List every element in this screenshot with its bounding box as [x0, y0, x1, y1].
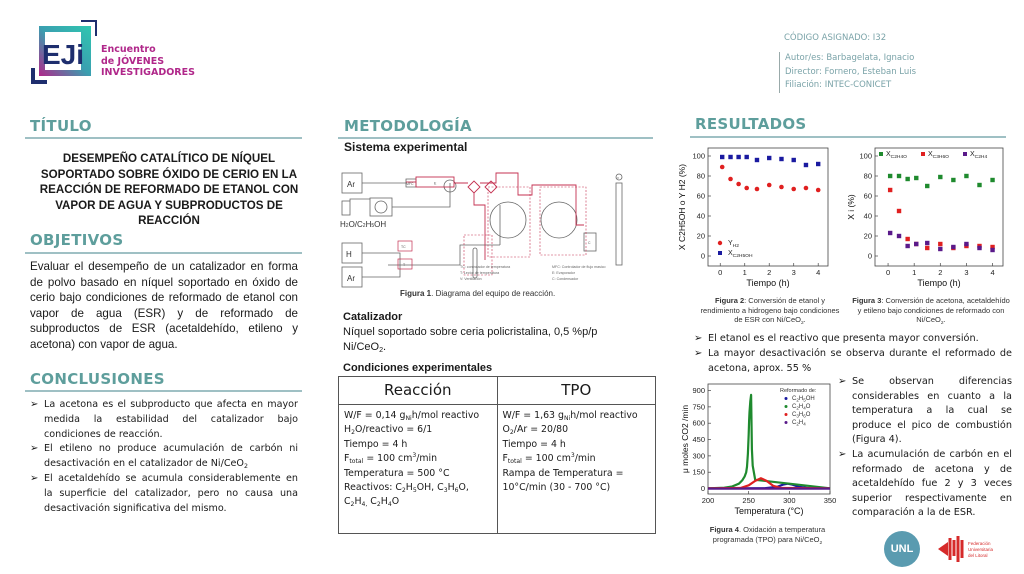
x-axis-label: Temperatura (°C): [734, 506, 804, 516]
y-tick-label: 0: [700, 484, 705, 494]
series-line: [708, 395, 830, 488]
figure4-caption: Figura 4. Oxidación a temperatura programada (TPO) para Ni/CeO$_2$: [709, 525, 826, 546]
data-point: [792, 158, 796, 162]
x-tick-label: 3: [964, 268, 969, 277]
unl-logo: UNL: [884, 531, 920, 567]
data-point: [888, 231, 892, 235]
legend-label: $X_{C2H4O}$: [886, 151, 907, 160]
poster-title: DESEMPEÑO CATALÍTICO DE NÍQUEL SOPORTADO SOBRE ÓXIDO DE CERIO EN LA REACCIÓN DE REFORMADO DE ETANOL CON VAPOR DE AGUA Y SUBPRODUCTOS DE REACCIÓN: [39, 152, 299, 227]
y-tick-label: 600: [692, 418, 705, 428]
svg-text:Federación: Federación: [968, 541, 991, 546]
legend-marker: [785, 413, 788, 416]
figure2-caption: Figura 2: Conversión de etanol y rendimiento a hidrogeno bajo condiciones de ESR con Ni/CeO$_2$.: [700, 296, 840, 326]
h2-cylinder: [342, 243, 362, 263]
diagram-legend-item: MFC: Controlador de flujo masico: [552, 265, 606, 269]
resultados-rule: [690, 136, 1006, 138]
data-point: [720, 155, 724, 159]
data-point: [951, 178, 955, 182]
legend-marker: [718, 251, 722, 255]
table-cell-tpo: W/F = 1,63 $g_{Ni}h$/mol reactivo $O_2/Ar = 20/80$ Tiempo = 4 h $F_{total} = 100$ $cm^3/\min$ Rampa de Temperatura = 10°C/min (30 - 700 °C): [497, 405, 656, 534]
data-point: [897, 174, 901, 178]
y-tick-label: 450: [692, 435, 705, 445]
legend-label: $X_{C2H5OH}$: [728, 250, 753, 259]
data-point: [888, 174, 892, 178]
y-tick-label: 40: [696, 211, 705, 221]
resultado-item: ➢ La mayor desactivación se observa durante el reformado de acetona, aprox. 55 %: [694, 346, 1012, 376]
y-axis-label: μ moles CO2 /min: [680, 404, 690, 474]
resultado-item: ➢ La acumulación de carbón en el reformado de acetona y de acetaldehído fue 2 y 3 veces superior respectivamente en comparación a la de ESR.: [838, 448, 1012, 521]
conditions-table: [338, 376, 656, 534]
x-tick-label: 2: [938, 268, 943, 277]
legend-label: $Y_{H2}$: [728, 240, 739, 249]
x-tick-label: 200: [701, 496, 715, 505]
y-tick-label: 60: [696, 191, 705, 201]
y-tick-label: 750: [692, 402, 705, 412]
diagram-legend-item: T: Lector de temperatura: [460, 271, 500, 275]
data-point: [990, 248, 994, 252]
director-text: Director: Fornero, Esteban Luis: [785, 66, 917, 77]
label-c: C: [588, 241, 591, 245]
data-point: [925, 184, 929, 188]
x-tick-label: 3: [791, 268, 796, 277]
y-tick-label: 0: [700, 251, 705, 261]
data-point: [990, 178, 994, 182]
data-point: [897, 209, 901, 213]
data-point: [744, 155, 748, 159]
sistema-heading: Sistema experimental: [344, 140, 468, 154]
legend-marker: [879, 152, 883, 156]
data-point: [977, 183, 981, 187]
y-tick-label: 100: [692, 151, 705, 161]
data-point: [905, 244, 909, 248]
table-header-tpo: TPO: [497, 377, 656, 405]
figure3-caption: Figura 3: Conversión de acetona, acetaldehído y etileno bajo condiciones de reformado con Ni/CeO$_2$.: [852, 296, 1010, 326]
data-point: [977, 246, 981, 250]
label-h2: H: [346, 250, 352, 259]
affiliation-text: Filiación: INTEC-CONICET: [785, 80, 892, 90]
diagram-legend-item: C: Condensador: [552, 277, 579, 281]
data-point: [804, 163, 808, 167]
data-point: [720, 165, 725, 170]
x-tick-label: 350: [823, 496, 837, 505]
x-tick-label: 0: [885, 268, 891, 277]
legend-label: $X_{C3H6O}$: [928, 151, 949, 160]
diagram-legend-item: E: Evaporador: [552, 271, 575, 275]
objetivos-heading: OBJETIVOS: [30, 231, 124, 249]
data-point: [914, 242, 918, 246]
y-tick-label: 20: [863, 231, 872, 241]
data-point: [728, 177, 733, 182]
svg-text:del Litoral: del Litoral: [968, 553, 988, 558]
data-point: [951, 245, 955, 249]
author-text: Autor/es: Barbagelata, Ignacio: [785, 53, 915, 63]
conclusiones-rule: [25, 390, 302, 392]
legend-label: $C_2H_4O$: [792, 404, 811, 411]
legend-marker: [718, 241, 722, 245]
conclusiones-list: [30, 398, 298, 516]
event-name-line1: Encuentro: [101, 44, 156, 55]
x-tick-label: 0: [718, 268, 723, 277]
data-point: [938, 175, 942, 179]
data-point: [804, 186, 809, 191]
data-point: [736, 182, 741, 187]
table-cell-reaccion: W/F = 0,14 $g_{Ni}h$/mol reactivo $H_2O$/reactivo = 6/1 Tiempo = 4 h $F_{total} = 100$ $cm^3/\min$ Temperatura = 500 °C Reactivos: $C_2H_5OH$, $C_3H_6O$, $C_2H_{4,}$ $C_2H_4O$: [339, 405, 498, 534]
label-e: E: [434, 181, 437, 186]
data-point: [905, 177, 909, 181]
y-tick-label: 300: [692, 451, 705, 461]
legend-label: $C_3H_6O$: [792, 412, 811, 419]
data-point: [791, 187, 796, 192]
catalizador-text: Níquel soportado sobre ceria policristalina, 0,5 %p/p Ni/CeO$_2$.: [343, 326, 598, 354]
metodologia-heading: METODOLOGÍA: [344, 117, 472, 135]
resultados-right-bullets: [838, 375, 1012, 521]
legend-marker: [963, 152, 967, 156]
objetivos-rule: [25, 252, 302, 254]
label-ar-2: Ar: [347, 274, 355, 283]
data-point: [816, 188, 821, 193]
label-ar: Ar: [347, 180, 355, 189]
svg-text:Universitaria: Universitaria: [968, 547, 994, 552]
resultado-item: ➢ El etanol es el reactivo que presenta mayor conversión.: [694, 331, 1012, 346]
data-point: [938, 247, 942, 251]
data-point: [767, 156, 771, 160]
data-point: [925, 246, 929, 250]
event-logo: [31, 20, 97, 84]
data-point: [938, 242, 942, 246]
reaction-equipment-diagram: [340, 165, 640, 290]
titulo-heading: TÍTULO: [30, 117, 92, 135]
titulo-rule: [25, 137, 302, 139]
data-point: [779, 157, 783, 161]
x-tick-label: 250: [742, 496, 755, 505]
legend-marker: [785, 397, 788, 400]
objetivos-text: Evaluar el desempeño de un catalizador en forma de polvo basado en níquel soportado en óxido de cerio bajo condiciones de reformado de etanol con vapor de agua (ESR) y de reformado de subproductos de ESR (acetaldehído, etileno y acetona) con vapor de agua.: [30, 260, 298, 351]
y-tick-label: 80: [863, 171, 872, 181]
assigned-code: CÓDIGO ASIGNADO: I32: [784, 33, 887, 43]
condiciones-heading: Condiciones experimentales: [343, 362, 493, 374]
y-tick-label: 150: [692, 467, 705, 477]
data-point: [728, 155, 732, 159]
figure4-chart: [680, 378, 838, 526]
resultados-heading: RESULTADOS: [695, 115, 807, 133]
label-t: T: [403, 263, 406, 267]
ful-logo-mark: [936, 534, 1006, 564]
legend-marker: [785, 405, 788, 408]
x-tick-label: 2: [767, 268, 772, 277]
y-tick-label: 100: [859, 151, 872, 161]
event-name-line3: INVESTIGADORES: [101, 67, 195, 78]
x-tick-label: 1: [912, 268, 917, 277]
data-point: [779, 185, 784, 190]
data-point: [914, 176, 918, 180]
x-tick-label: 4: [990, 268, 995, 277]
x-tick-label: 300: [783, 496, 796, 505]
svg-text:EJi: EJi: [41, 39, 85, 70]
data-point: [964, 174, 968, 178]
figure1-caption: Figura 1. Diagrama del equipo de reacción.: [400, 289, 556, 298]
diagram-legend-item: TC: controlador de temperatura: [460, 265, 511, 269]
x-tick-label: 1: [742, 268, 747, 277]
conclusion-item: ➢ El acetaldehído se acumula considerablemente en la superficie del catalizador, pero no causa una desactivación significativa del mismo.: [30, 472, 298, 516]
table-header-reaccion: Reacción: [339, 377, 498, 405]
y-tick-label: 20: [696, 231, 705, 241]
svg-text:H2O/C2H5OH: H2O/C2H5OH: [340, 220, 387, 229]
legend-marker: [921, 152, 925, 156]
y-tick-label: 60: [863, 191, 872, 201]
legend-marker: [785, 421, 788, 424]
metodologia-rule: [338, 137, 653, 139]
x-tick-label: 4: [816, 268, 821, 277]
x-axis-label: Tiempo (h): [917, 278, 961, 288]
catalizador-heading: Catalizador: [343, 311, 403, 323]
data-point: [755, 158, 759, 162]
label-v: V: [617, 176, 620, 180]
y-tick-label: 0: [867, 251, 872, 261]
label-mfc: MFC: [406, 182, 414, 186]
y-tick-label: 80: [696, 171, 705, 181]
data-point: [755, 187, 760, 192]
legend-label: $C_2H_4$: [792, 420, 806, 427]
legend-label: $C_2H_5OH$: [792, 396, 815, 403]
event-name-line2: de JÓVENES: [101, 55, 165, 67]
resultados-top-bullets: [694, 331, 1012, 376]
conclusiones-heading: CONCLUSIONES: [30, 370, 165, 388]
y-tick-label: 900: [692, 386, 705, 396]
author-block: [779, 52, 916, 93]
eji-logo-mark: [31, 20, 97, 84]
label-tc: TC: [401, 245, 406, 249]
data-point: [767, 183, 772, 188]
data-point: [744, 186, 749, 191]
plot-frame: [708, 148, 828, 266]
data-point: [897, 234, 901, 238]
data-point: [905, 237, 909, 241]
ful-logo: [936, 534, 1006, 564]
y-tick-label: 40: [863, 211, 872, 221]
x-axis-label: Tiempo (h): [746, 278, 790, 288]
diagram-legend-item: V: Ventilación: [460, 277, 482, 281]
legend-title: Reformado de:: [780, 388, 817, 394]
figure2-chart: [676, 140, 846, 295]
data-point: [888, 188, 892, 192]
resultado-item: ➢ Se observan diferencias considerables en cuanto a la temperatura a la cual se produce el pico de combustión (Figura 4).: [838, 375, 1012, 448]
data-point: [925, 241, 929, 245]
figure3-chart: [845, 140, 1017, 295]
data-point: [964, 242, 968, 246]
conclusion-item: ➢ El etileno no produce acumulación de carbón ni desactivación en el catalizador de Ni/CeO$_2$: [30, 442, 298, 472]
legend-label: $X_{C2H4}$: [970, 151, 988, 160]
y-axis-label: X C2H5OH o Y H2 (%): [677, 163, 687, 251]
data-point: [816, 162, 820, 166]
data-point: [736, 155, 740, 159]
conclusion-item: ➢ La acetona es el subproducto que afecta en mayor medida la estabilidad del catalizador bajo condiciones de reacción.: [30, 398, 298, 442]
y-axis-label: X i (%): [846, 194, 856, 220]
